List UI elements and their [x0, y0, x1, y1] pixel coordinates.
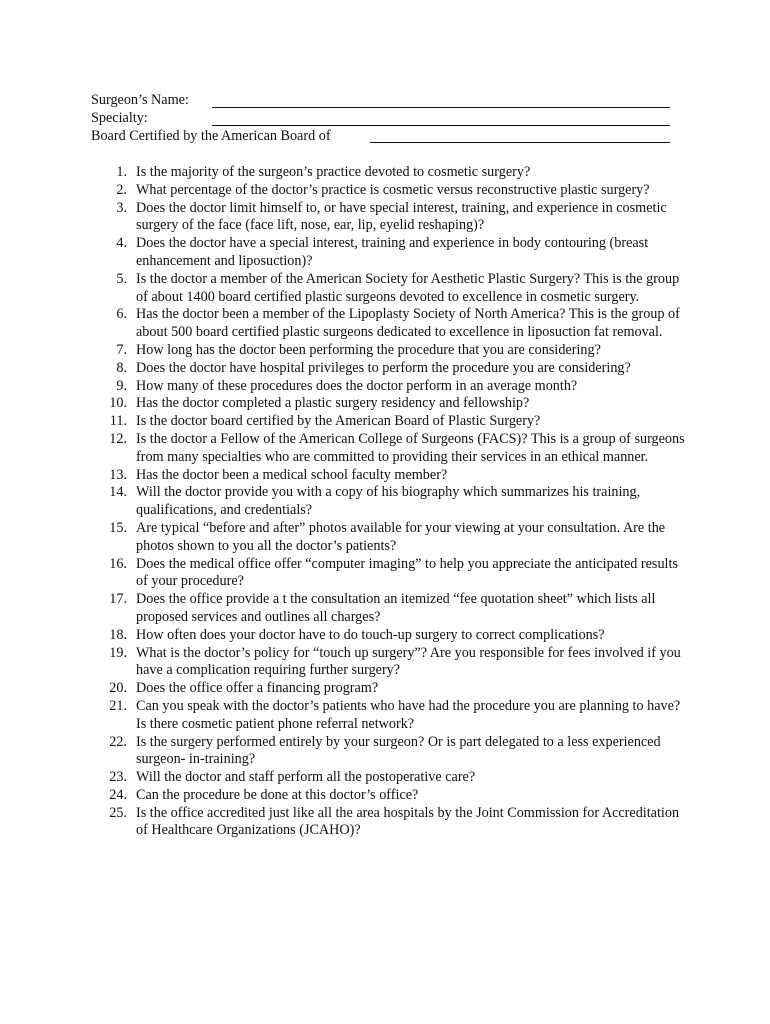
question-text: What is the doctor’s policy for “touch up surgery”? Are you responsible for fees involved if you have a complication requiring further surgery? [136, 644, 681, 679]
question-item [91, 591, 691, 627]
question-text: Has the doctor been a member of the Lipoplasty Society of North America? This is the group of about 500 board certified plastic surgeons dedicated to excellence in liposuction fat removal. [136, 306, 680, 341]
surgeon-name-field[interactable] [212, 107, 670, 108]
question-text: Is the doctor board certified by the American Board of Plastic Surgery? [136, 413, 541, 430]
specialty-row [91, 110, 681, 128]
question-number: 20. [109, 680, 127, 697]
question-number: 19. [109, 644, 127, 661]
question-item [91, 680, 691, 698]
form-header [91, 92, 681, 145]
question-item [91, 627, 691, 645]
question-item [91, 164, 691, 182]
question-number: 13. [109, 466, 127, 483]
specialty-field[interactable] [212, 125, 670, 126]
question-text: How long has the doctor been performing the procedure that you are considering? [136, 341, 601, 358]
question-number: 3. [116, 199, 127, 216]
board-certified-field[interactable] [370, 142, 670, 143]
question-item [91, 484, 691, 520]
question-number: 6. [116, 306, 127, 323]
question-number: 4. [116, 235, 127, 252]
question-item [91, 698, 691, 734]
question-text: Can you speak with the doctor’s patients who have had the procedure you are planning to have? Is there cosmetic patient phone referral network? [136, 697, 681, 732]
question-text: Does the doctor have a special interest, training and experience in body contouring (breast enhancement and liposuction)? [136, 235, 649, 269]
question-item [91, 271, 691, 307]
question-number: 14. [109, 484, 127, 501]
question-text: Can the procedure be done at this doctor’s office? [136, 786, 419, 803]
question-item [91, 769, 691, 787]
question-list [91, 164, 691, 840]
question-number: 16. [109, 555, 127, 572]
question-item [91, 413, 691, 431]
question-item [91, 467, 691, 485]
question-number: 9. [116, 377, 127, 394]
question-text: Has the doctor been a medical school faculty member? [136, 466, 448, 483]
question-text: Are typical “before and after” photos available for your viewing at your consultation. Are the photos shown to you all the doctor’s patients? [136, 519, 666, 554]
question-text: Does the office offer a financing program? [136, 680, 379, 697]
question-number: 24. [109, 786, 127, 803]
question-item [91, 395, 691, 413]
question-number: 15. [109, 519, 127, 536]
question-text: Is the surgery performed entirely by your surgeon? Or is part delegated to a less experienced surgeon- in-training? [136, 733, 661, 768]
question-text: How often does your doctor have to do touch-up surgery to correct complications? [136, 626, 605, 643]
question-item [91, 200, 691, 236]
question-text: Will the doctor provide you with a copy of his biography which summarizes his training, qualifications, and credentials? [136, 484, 641, 519]
question-number: 10. [109, 395, 127, 412]
specialty-label: Specialty: [91, 109, 148, 126]
question-item [91, 235, 691, 271]
question-text: Is the doctor a Fellow of the American College of Surgeons (FACS)? This is a group of surgeons from many specialties who are committed to providing their services in an ethical manner. [136, 430, 685, 465]
question-text: Does the doctor limit himself to, or have special interest, training, and experience in cosmetic surgery of the face (face lift, nose, ear, lip, eyelid reshaping)? [136, 199, 667, 234]
question-text: Is the doctor a member of the American Society for Aesthetic Plastic Surgery? This is the group of about 1400 board certified plastic surgeons devoted to excellence in cosmetic surgery. [136, 270, 680, 305]
question-item [91, 182, 691, 200]
question-text: What percentage of the doctor’s practice is cosmetic versus reconstructive plastic surgery? [136, 181, 650, 198]
question-text: Does the medical office offer “computer imaging” to help you appreciate the anticipated results of your procedure? [136, 555, 678, 590]
question-item [91, 360, 691, 378]
question-number: 1. [116, 164, 127, 180]
question-text: Is the majority of the surgeon’s practice devoted to cosmetic surgery? [136, 164, 531, 180]
question-text: Does the office provide a t the consultation an itemized “fee quotation sheet” which lists all proposed services and outlines all charges? [136, 591, 656, 625]
question-number: 7. [116, 341, 127, 358]
question-number: 21. [109, 697, 127, 714]
question-text: How many of these procedures does the doctor perform in an average month? [136, 377, 578, 394]
question-number: 22. [109, 733, 127, 750]
question-number: 23. [109, 769, 127, 786]
question-number: 2. [116, 181, 127, 198]
surgeon-name-label: Surgeon’s Name: [91, 92, 189, 108]
question-text: Is the office accredited just like all the area hospitals by the Joint Commission for Accreditation of Healthcare Organizations (JCAHO)? [136, 804, 680, 839]
question-number: 11. [109, 413, 127, 430]
question-number: 8. [116, 359, 127, 376]
board-certified-label: Board Certified by the American Board of [91, 127, 331, 144]
question-item [91, 520, 691, 556]
question-item [91, 805, 691, 841]
question-text: Has the doctor completed a plastic surgery residency and fellowship? [136, 395, 530, 412]
question-item [91, 645, 691, 681]
board-certified-row [91, 128, 681, 146]
surgeon-name-row [91, 92, 681, 110]
question-number: 18. [109, 626, 127, 643]
question-item [91, 734, 691, 770]
question-number: 25. [109, 804, 127, 821]
question-item [91, 431, 691, 467]
question-item [91, 787, 691, 805]
question-item [91, 378, 691, 396]
question-number: 12. [109, 430, 127, 447]
question-text: Does the doctor have hospital privileges to perform the procedure you are considering? [136, 359, 631, 376]
question-number: 17. [109, 591, 127, 608]
question-number: 5. [116, 270, 127, 287]
question-text: Will the doctor and staff perform all the postoperative care? [136, 769, 476, 786]
question-item [91, 306, 691, 342]
question-item [91, 342, 691, 360]
question-item [91, 556, 691, 592]
